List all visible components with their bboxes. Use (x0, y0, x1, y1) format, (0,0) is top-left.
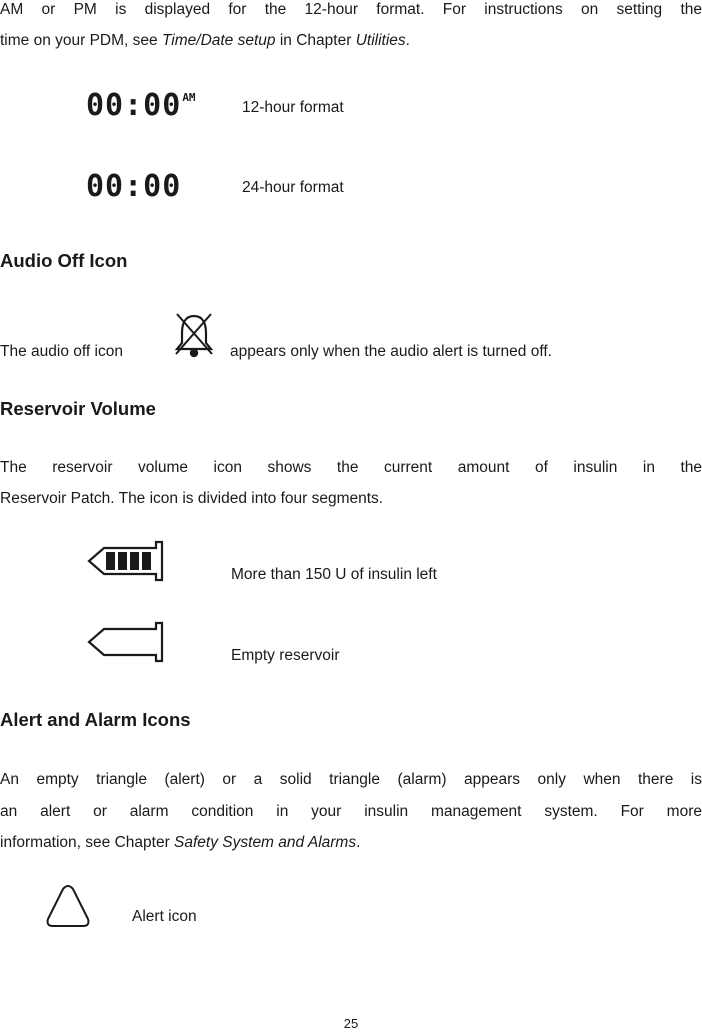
reservoir-empty-icon (86, 621, 166, 663)
intro-text: time on your PDM, see (0, 32, 162, 49)
alerts-line-1: An empty triangle (alert) or a solid triangle (alarm) appears only when there is (0, 771, 702, 788)
time-display-24h (86, 169, 182, 204)
reservoir-empty-label: Empty reservoir (231, 647, 340, 664)
intro-line-1: AM or PM is displayed for the 12-hour format. For instructions on setting the (0, 1, 702, 18)
format-label-12h: 12-hour format (242, 99, 344, 116)
alerts-heading: Alert and Alarm Icons (0, 709, 191, 730)
time-digits-24h: 00:00 (86, 169, 182, 204)
reservoir-full-label: More than 150 U of insulin left (231, 566, 437, 583)
am-indicator: AM (182, 91, 196, 104)
alerts-line-2: an alert or alarm condition in your insulin management system. For more (0, 803, 702, 820)
reservoir-full-icon (86, 540, 166, 582)
utilities-chapter-reference: Utilities (355, 32, 406, 49)
reservoir-line-1: The reservoir volume icon shows the current amount of insulin in the (0, 459, 702, 476)
time-display-12h (86, 88, 196, 127)
safety-chapter-reference: Safety System and Alarms (174, 834, 357, 851)
reservoir-line-2: Reservoir Patch. The icon is divided into four segments. (0, 490, 384, 507)
intro-text: in Chapter (275, 32, 356, 49)
alerts-text: information, see Chapter (0, 834, 175, 851)
time-digits-12h: 00:00 (86, 88, 182, 123)
audio-off-heading: Audio Off Icon (0, 250, 128, 271)
alerts-line-3 (0, 829, 702, 857)
page-number: 25 (343, 1016, 359, 1031)
intro-line-2 (0, 27, 702, 55)
alert-triangle-icon (44, 882, 92, 930)
audio-off-icon (170, 308, 218, 358)
alerts-text: . (356, 834, 361, 851)
alert-icon-label: Alert icon (132, 908, 197, 925)
audio-off-text-before: The audio off icon (0, 343, 123, 360)
time-date-setup-reference: Time/Date setup (161, 32, 276, 49)
audio-off-text-after: appears only when the audio alert is turned off. (230, 343, 552, 360)
intro-text: . (405, 32, 410, 49)
reservoir-heading: Reservoir Volume (0, 398, 156, 419)
format-label-24h: 24-hour format (242, 179, 344, 196)
